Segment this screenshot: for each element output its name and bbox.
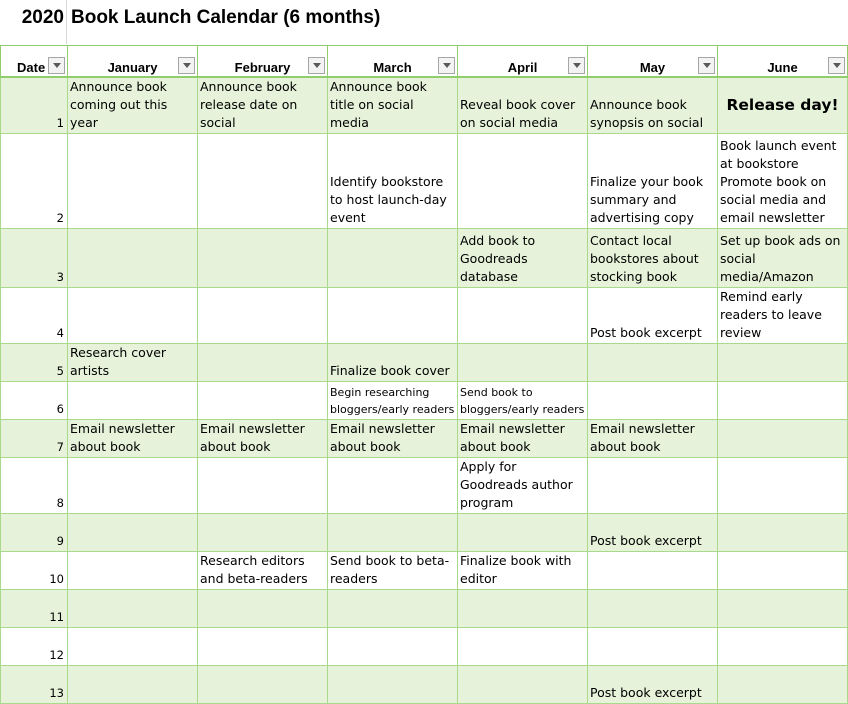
calendar-cell[interactable] [718,552,848,590]
calendar-cell[interactable]: Research editors and beta-readers [198,552,328,590]
calendar-cell[interactable] [328,590,458,628]
calendar-cell[interactable] [68,288,198,344]
calendar-cell[interactable] [588,458,718,514]
dropdown-filter-icon [53,63,61,68]
calendar-cell[interactable] [68,134,198,229]
date-cell[interactable]: 5 [1,344,68,382]
column-header-label: June [767,60,798,75]
column-header-may [588,46,718,78]
filter-dropdown-button[interactable] [48,57,65,74]
calendar-cell[interactable]: Announce book coming out this year [68,77,198,134]
calendar-cell[interactable]: Send book to beta-readers [328,552,458,590]
date-cell[interactable]: 3 [1,229,68,288]
calendar-cell[interactable] [718,590,848,628]
column-header-june [718,46,848,78]
table-row [1,77,848,134]
calendar-table [0,45,848,704]
calendar-cell[interactable]: Finalize book cover [328,344,458,382]
column-header-april [458,46,588,78]
column-header-label: January [107,60,158,75]
calendar-cell[interactable] [588,628,718,666]
calendar-cell[interactable]: Announce book release date on social [198,77,328,134]
column-header-february [198,46,328,78]
calendar-cell[interactable]: Announce book title on social media [328,77,458,134]
date-cell[interactable]: 13 [1,666,68,704]
calendar-cell[interactable]: Post book excerpt [588,288,718,344]
calendar-cell[interactable]: Announce book synopsis on social [588,77,718,134]
calendar-cell[interactable] [328,666,458,704]
calendar-cell[interactable] [198,514,328,552]
date-cell[interactable]: 12 [1,628,68,666]
calendar-cell[interactable] [588,344,718,382]
calendar-body [1,77,848,704]
calendar-cell[interactable] [458,666,588,704]
calendar-cell[interactable]: Set up book ads on social media/Amazon [718,229,848,288]
column-header-march [328,46,458,78]
calendar-cell[interactable]: Post book excerpt [588,514,718,552]
calendar-cell[interactable] [68,229,198,288]
header-row [1,46,848,78]
calendar-cell[interactable] [68,590,198,628]
calendar-cell[interactable] [718,344,848,382]
calendar-cell[interactable]: Identify bookstore to host launch-day event [328,134,458,229]
date-cell[interactable]: 9 [1,514,68,552]
calendar-cell[interactable]: Email newsletter about book [68,420,198,458]
calendar-cell[interactable] [68,666,198,704]
date-cell[interactable]: 6 [1,382,68,420]
filter-dropdown-button[interactable] [438,57,455,74]
calendar-cell[interactable]: Email newsletter about book [588,420,718,458]
dropdown-filter-icon [313,63,321,68]
calendar-cell[interactable]: Finalize your book summary and advertising copy [588,134,718,229]
calendar-cell[interactable] [588,552,718,590]
column-header-january [68,46,198,78]
dropdown-filter-icon [703,63,711,68]
calendar-cell[interactable] [458,288,588,344]
date-cell[interactable]: 10 [1,552,68,590]
calendar-cell[interactable] [458,134,588,229]
calendar-cell[interactable] [588,590,718,628]
calendar-cell[interactable] [328,458,458,514]
title-year: 2020 [21,7,64,28]
calendar-cell[interactable]: Email newsletter about book [198,420,328,458]
calendar-cell[interactable] [718,382,848,420]
calendar-cell[interactable] [458,590,588,628]
column-header-date [1,46,68,78]
calendar-cell[interactable] [68,552,198,590]
calendar-cell[interactable] [198,344,328,382]
calendar-cell[interactable] [198,628,328,666]
calendar-cell[interactable] [458,344,588,382]
table-row [1,344,848,382]
calendar-cell[interactable] [458,514,588,552]
calendar-cell[interactable]: Remind early readers to leave review [718,288,848,344]
filter-dropdown-button[interactable] [178,57,195,74]
column-header-label: April [507,60,538,75]
filter-dropdown-button[interactable] [308,57,325,74]
column-separator [66,0,67,44]
column-header-label: May [639,60,666,75]
calendar-cell[interactable] [198,458,328,514]
table-row [1,590,848,628]
calendar-cell[interactable] [68,458,198,514]
calendar-cell[interactable]: Add book to Goodreads database [458,229,588,288]
calendar-cell[interactable] [718,666,848,704]
calendar-cell[interactable]: Research cover artists [68,344,198,382]
calendar-cell[interactable] [328,229,458,288]
calendar-cell[interactable] [588,382,718,420]
calendar-cell[interactable] [718,514,848,552]
date-cell[interactable]: 7 [1,420,68,458]
calendar-cell[interactable] [68,382,198,420]
calendar-cell[interactable]: Book launch event at bookstore Promote book on social media and email newsletter [718,134,848,229]
column-header-label: Date [17,60,46,75]
dropdown-filter-icon [833,63,841,68]
calendar-cell[interactable] [198,590,328,628]
filter-dropdown-button[interactable] [568,57,585,74]
calendar-cell[interactable]: Contact local bookstores about stocking book [588,229,718,288]
table-row [1,382,848,420]
dropdown-filter-icon [183,63,191,68]
date-cell[interactable]: 4 [1,288,68,344]
filter-dropdown-button[interactable] [698,57,715,74]
calendar-cell[interactable]: Send book to bloggers/early readers [458,382,588,420]
calendar-cell[interactable] [68,514,198,552]
table-row [1,420,848,458]
title-row [0,0,848,44]
calendar-cell[interactable] [328,628,458,666]
table-row [1,229,848,288]
calendar-cell[interactable]: Apply for Goodreads author program [458,458,588,514]
calendar-cell[interactable] [328,514,458,552]
dropdown-filter-icon [443,63,451,68]
calendar-cell[interactable] [718,420,848,458]
calendar-cell[interactable] [718,458,848,514]
table-row [1,514,848,552]
table-row [1,134,848,229]
calendar-cell[interactable]: Email newsletter about book [458,420,588,458]
release-day-cell[interactable]: Release day! [718,77,848,134]
date-cell[interactable]: 2 [1,134,68,229]
calendar-cell[interactable] [458,628,588,666]
filter-dropdown-button[interactable] [828,57,845,74]
calendar-cell[interactable] [198,666,328,704]
calendar-cell[interactable]: Email newsletter about book [328,420,458,458]
table-row [1,552,848,590]
date-cell[interactable]: 8 [1,458,68,514]
dropdown-filter-icon [573,63,581,68]
calendar-cell[interactable]: Reveal book cover on social media [458,77,588,134]
table-row [1,666,848,704]
calendar-cell[interactable]: Finalize book with editor [458,552,588,590]
calendar-cell[interactable] [718,628,848,666]
calendar-cell[interactable] [198,382,328,420]
table-row [1,628,848,666]
column-header-label: February [234,60,291,75]
calendar-cell[interactable]: Post book excerpt [588,666,718,704]
page-title: Book Launch Calendar (6 months) [71,7,381,28]
calendar-cell[interactable] [198,229,328,288]
table-row [1,288,848,344]
calendar-cell[interactable] [328,288,458,344]
calendar-cell[interactable] [68,628,198,666]
calendar-cell[interactable] [198,134,328,229]
calendar-cell[interactable] [198,288,328,344]
date-cell[interactable]: 1 [1,77,68,134]
date-cell[interactable]: 11 [1,590,68,628]
table-row [1,458,848,514]
column-header-label: March [373,60,412,75]
calendar-cell[interactable]: Begin researching bloggers/early readers [328,382,458,420]
